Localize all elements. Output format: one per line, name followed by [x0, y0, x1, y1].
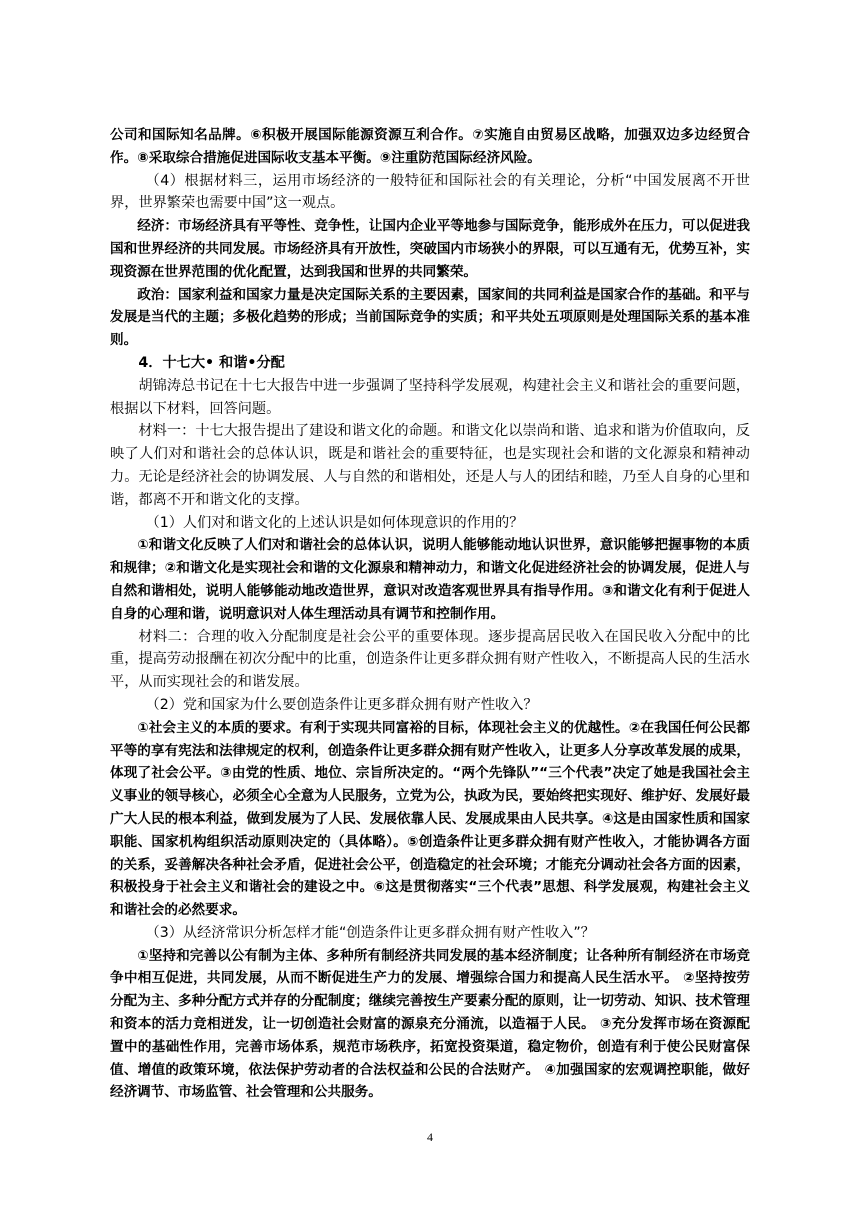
intro-paragraph: 胡锦涛总书记在十七大报告中进一步强调了坚持科学发展观，构建社会主义和谐社会的重要问题，根据以下材料，回答问题。: [110, 377, 750, 417]
answer-1: ①和谐文化反映了人们对和谐社会的总体认识，说明人能够能动地认识世界，意识能够把握事物的本质和规律；②和谐文化是实现社会和谐的文化源泉和精神动力，和谐文化促进经济社会的协调发展，促进人与自然和谐相处，说明人能够能动地改造世界，意识对改造客观世界具有指导作用。③和谐文化有利于促进人自身的心理和谐，说明意识对人体生理活动具有调节和控制作用。: [110, 537, 750, 622]
page-body: [110, 124, 750, 1104]
material-one: 材料一：十七大报告提出了建设和谐文化的命题。和谐文化以崇尚和谐、追求和谐为价值取向，反映了人们对和谐社会的总体认识，既是和谐社会的重要特征，也是实现社会和谐的文化源泉和精神动力。无论是经济社会的协调发展、人与自然的和谐相处，还是人与人的团结和睦，乃至人自身的心里和谐，都离不开和谐文化的支撑。: [110, 423, 750, 508]
question-2: （2）党和国家为什么要创造条件让更多群众拥有财产性收入？: [145, 696, 538, 713]
material-two: 材料二：合理的收入分配制度是社会公平的重要体现。逐步提高居民收入在国民收入分配中的比重，提高劳动报酬在初次分配中的比重，创造条件让更多群众拥有财产性收入，不断提高人民的生活水平，从而实现社会的和谐发展。: [110, 628, 750, 691]
question-4: （4）根据材料三，运用市场经济的一般特征和国际社会的有关理论，分析“中国发展离不开世界，世界繁荣也需要中国”这一观点。: [110, 172, 750, 212]
question-3: （3）从经济常识分析怎样才能“创造条件让更多群众拥有财产性收入”？: [145, 924, 595, 941]
answer-economics: 经济：市场经济具有平等性、竞争性，让国内企业平等地参与国际竞争，能形成外在压力，可以促进我国和世界经济的共同发展。市场经济具有开放性，突破国内市场狭小的界限，可以互通有无，优势互补，实现资源在世界范围的优化配置，达到我国和世界的共同繁荣。: [110, 218, 750, 280]
section-heading: 4．十七大• 和谐•分配: [138, 354, 285, 371]
answer-continuation: 公司和国际知名品牌。⑥积极开展国际能源资源互利合作。⑦实施自由贸易区战略，加强双边多边经贸合作。⑧采取综合措施促进国际收支基本平衡。⑨注重防范国际经济风险。: [110, 127, 750, 166]
page-number: 4: [427, 1130, 433, 1144]
question-1: （1）人们对和谐文化的上述认识是如何体现意识的作用的？: [145, 514, 524, 531]
answer-politics: 政治：国家利益和国家力量是决定国际关系的主要因素，国家间的共同利益是国家合作的基础。和平与发展是当代的主题；多极化趋势的形成；当前国际竞争的实质；和平共处五项原则是处理国际关系的基本准则。: [110, 286, 750, 349]
answer-2: ①社会主义的本质的要求。有利于实现共同富裕的目标，体现社会主义的优越性。②在我国任何公民都平等的享有宪法和法律规定的权利，创造条件让更多群众拥有财产性收入，让更多人分享改革发展的成果，体现了社会公平。③由党的性质、地位、宗旨所决定的。“两个先锋队”“三个代表”决定了她是我国社会主义事业的领导核心，必须全心全意为人民服务，立党为公，执政为民，要始终把实现好、维护好、发展好最广大人民的根本利益，做到发展为了人民、发展依靠人民、发展成果由人民共享。④这是由国家性质和国家职能、国家机构组织活动原则决定的（具体略）。⑤创造条件让更多群众拥有财产性收入，才能协调各方面的关系，妥善解决各种社会矛盾，促进社会公平，创造稳定的社会环境；才能充分调动社会各方面的因素，积极投身于社会主义和谐社会的建设之中。⑥这是贯彻落实“三个代表”思想、科学发展观，构建社会主义和谐社会的必然要求。: [110, 719, 750, 919]
answer-3: ①坚持和完善以公有制为主体、多种所有制经济共同发展的基本经济制度；让各种所有制经济在市场竞争中相互促进，共同发展，从而不断促进生产力的发展、增强综合国力和提高人民生活水平。 ②坚持按劳分配为主、多种分配方式并存的分配制度；继续完善按生产要素分配的原则，让一切劳动、知识、技术管理和资本的活力竞相迸发，让一切创造社会财富的源泉充分涌流，以造福于人民。 ③充分发挥市场在资源配置中的基础性作用，完善市场体系，规范市场秩序，拓宽投资渠道，稳定物价，创造有利于使公民财富保值、增值的政策环境，依法保护劳动者的合法权益和公民的合法财产。 ④加强国家的宏观调控职能，做好经济调节、市场监管、社会管理和公共服务。: [110, 947, 750, 1101]
